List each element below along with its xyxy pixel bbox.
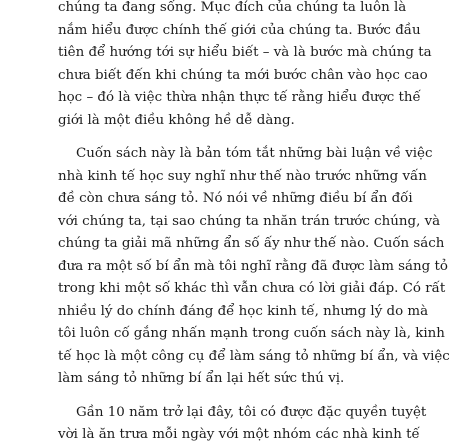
paragraph-2 — [58, 143, 450, 391]
text-line: Gần 10 năm trở lại đây, tôi có được đặc quyền tuyệt — [76, 404, 427, 420]
paragraph-gap — [58, 391, 354, 402]
text-line: trong khi một số khác thì vẫn chưa có lời giải đáp. Có rất — [58, 281, 446, 296]
text-line: chưa biết đến khi chúng ta mới bước chân vào học cao — [58, 67, 428, 83]
text-line: đề còn chưa sáng tỏ. Nó nói về những điều bí ẩn đối — [58, 191, 413, 206]
text-line: chúng ta giải mã những ẩn số ấy như thế nào. Cuốn sách — [58, 236, 445, 251]
paragraph-gap — [58, 132, 354, 143]
text-line: vời là ăn trưa mỗi ngày với một nhóm các nhà kinh tế — [58, 427, 420, 442]
text-line: tế học là một công cụ để làm sáng tỏ những bí ẩn, và việc — [58, 348, 450, 364]
text-line: đưa ra một số bí ẩn mà tôi nghĩ rằng đã được làm sáng tỏ — [58, 258, 448, 274]
text-line: làm sáng tỏ những bí ẩn lại hết sức thú vị. — [58, 371, 345, 386]
body-text — [58, 0, 450, 447]
text-line: tiên để hướng tới sự hiểu biết – và là bước mà chúng ta — [58, 45, 432, 60]
text-line: Cuốn sách này là bản tóm tắt những bài luận về việc — [76, 146, 433, 161]
text-line: tôi luôn cố gắng nhấn mạnh trong cuốn sách này là, kinh — [58, 326, 445, 341]
text-line: giới là một điều không hề dễ dàng. — [58, 112, 295, 128]
paragraph-3 — [58, 402, 427, 447]
text-line: học – đó là việc thừa nhận thực tế rằng hiểu được thế — [58, 90, 421, 105]
text-line: chúng ta đang sống. Mục đích của chúng ta luôn là — [58, 0, 407, 15]
paragraph-1 — [58, 0, 432, 132]
text-line: nhà kinh tế học suy nghĩ như thế nào trước những vấn — [58, 168, 427, 184]
text-line: với chúng ta, tại sao chúng ta nhăn trán trước chúng, và — [58, 213, 441, 229]
text-line: nhiều lý do chính đáng để học kinh tế, nhưng lý do mà — [58, 303, 429, 319]
text-line: nắm hiểu được chính thế giới của chúng ta. Bước đầu — [58, 22, 421, 38]
